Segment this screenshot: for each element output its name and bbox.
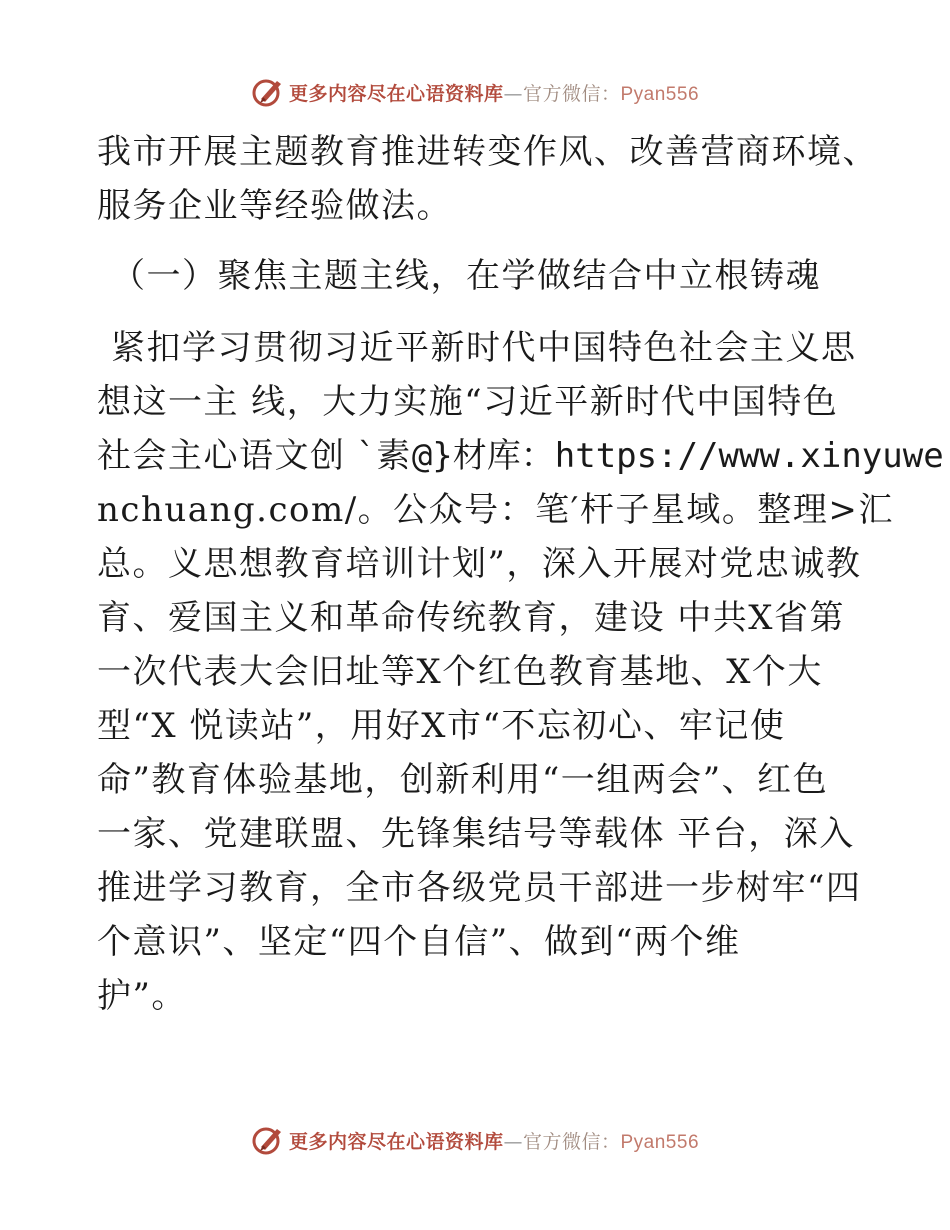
intro-line-1: 我市开展主题教育推进转变作风、改善营商环境、	[97, 132, 878, 172]
footer-banner-text	[289, 1127, 699, 1154]
header-official-label: 官方微信：	[522, 82, 621, 105]
header-wechat-id: Pyan556	[620, 83, 700, 105]
paragraph-line-7: 一次代表大会旧址等X个红色教育基地、X个大	[97, 652, 823, 692]
paragraph-line-6: 育、爱国主义和革命传统教育，建设 中共X省第	[97, 598, 846, 638]
document-body	[97, 125, 944, 1023]
paragraph-line-10: 一家、党建联盟、先锋集结号等载体 平台，深入	[97, 814, 855, 854]
footer-wechat-id: Pyan556	[620, 1131, 700, 1153]
quill-pen-logo-icon	[251, 75, 285, 109]
header-separator: —	[503, 82, 523, 105]
header-brand: 更多内容尽在心语资料库	[288, 82, 504, 105]
header-banner	[0, 72, 950, 112]
paragraph-line-1: 紧扣学习贯彻习近平新时代中国特色社会主义思	[111, 328, 857, 368]
paragraph-line-3-head: 社会主心语文创 `素	[97, 436, 412, 476]
paragraph-line-3	[97, 429, 944, 483]
paragraph-line-8: 型“X 悦读站”，用好X市“不忘初心、牢记使	[97, 706, 786, 746]
footer-separator: —	[503, 1130, 523, 1153]
paragraph-line-2: 想这一主 线，大力实施“习近平新时代中国特色	[97, 382, 839, 422]
header-banner-text	[289, 79, 699, 106]
footer-official-label: 官方微信：	[522, 1130, 621, 1153]
paragraph-line-3-url: @}材库：https://www.xinyuwe	[411, 436, 944, 476]
paragraph-line-5: 总。义思想教育培训计划”，深入开展对党忠诚教	[97, 544, 862, 584]
paragraph-line-13: 护”。	[97, 976, 187, 1016]
footer-brand: 更多内容尽在心语资料库	[288, 1130, 504, 1153]
paragraph-line-9: 命”教育体验基地，创新利用“一组两会”、红色	[97, 760, 829, 800]
paragraph-line-12: 个意识”、坚定“四个自信”、做到“两个维	[97, 922, 741, 962]
intro-line-2: 服务企业等经验做法。	[97, 186, 452, 226]
footer-banner	[0, 1120, 950, 1160]
paragraph-line-11: 推进学习教育，全市各级党员干部进一步树牢“四	[97, 868, 862, 908]
paragraph-line-4: nchuang.com/。公众号：笔′杆子星域。整理>汇	[97, 490, 894, 530]
section-heading: （一）聚焦主题主线，在学做结合中立根铸魂	[111, 256, 821, 296]
quill-pen-logo-icon	[251, 1123, 285, 1157]
